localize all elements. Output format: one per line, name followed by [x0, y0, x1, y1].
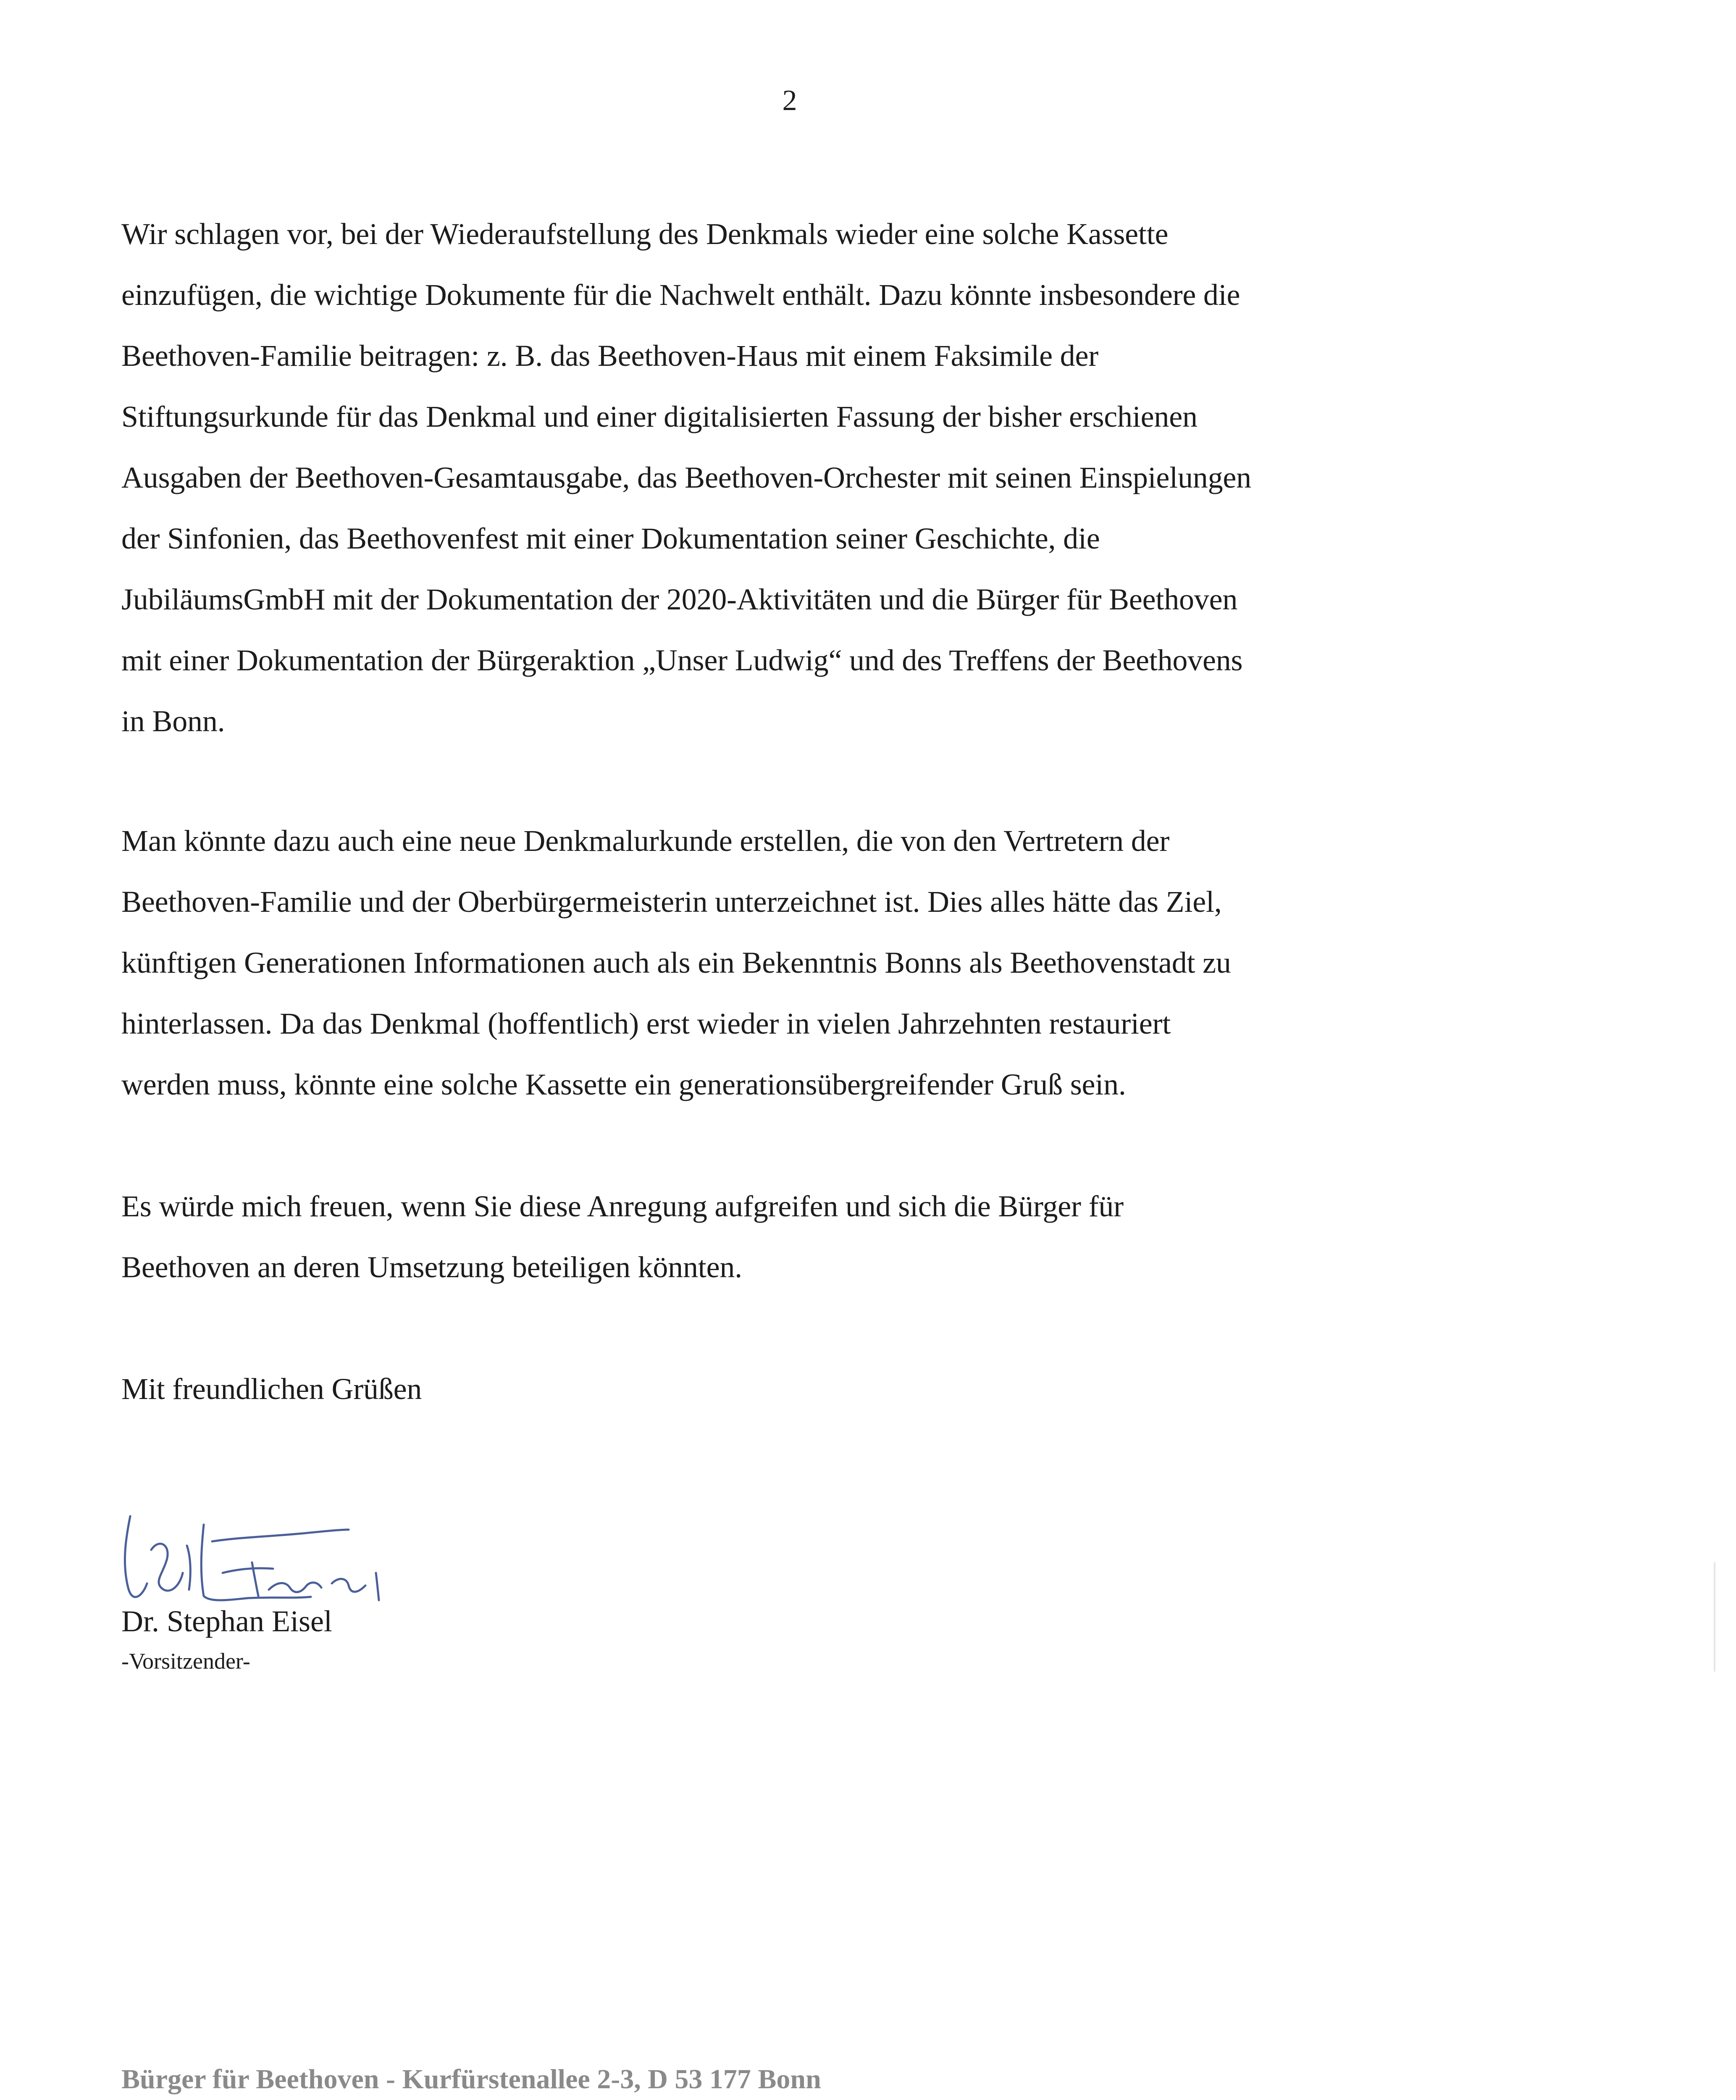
paragraph-1	[121, 204, 1465, 752]
signer-title: -Vorsitzender-	[121, 1648, 250, 1674]
paragraph-line: JubiläumsGmbH mit der Dokumentation der 2020-Aktivitäten und die Bürger für Beethoven	[121, 583, 1238, 616]
paragraph-line: Es würde mich freuen, wenn Sie diese Anregung aufgreifen und sich die Bürger für	[121, 1189, 1124, 1223]
footer-organization: Bürger für Beethoven - Kurfürstenallee 2-3, D 53 177 Bonn	[121, 2064, 821, 2095]
paragraph-3	[121, 1176, 1465, 1298]
paragraph-line: Beethoven an deren Umsetzung beteiligen könnten.	[121, 1250, 742, 1284]
paragraph-line: einzufügen, die wichtige Dokumente für die Nachwelt enthält. Dazu könnte insbesondere die	[121, 278, 1240, 312]
paragraph-line: Beethoven-Familie und der Oberbürgermeisterin unterzeichnet ist. Dies alles hätte das Ziel,	[121, 885, 1222, 919]
page-number: 2	[782, 84, 797, 117]
letterhead-footer	[121, 2060, 1381, 2100]
paragraph-line: Wir schlagen vor, bei der Wiederaufstellung des Denkmals wieder eine solche Kassette	[121, 217, 1169, 251]
paragraph-line: Beethoven-Familie beitragen: z. B. das Beethoven-Haus mit einem Faksimile der	[121, 339, 1098, 373]
paragraph-2	[121, 811, 1465, 1115]
paragraph-line: Ausgaben der Beethoven-Gesamtausgabe, das Beethoven-Orchester mit seinen Einspielungen	[121, 461, 1251, 494]
scan-edge-mark	[1714, 1562, 1715, 1672]
paragraph-line: der Sinfonien, das Beethovenfest mit einer Dokumentation seiner Geschichte, die	[121, 522, 1100, 555]
paragraph-line: in Bonn.	[121, 704, 225, 738]
paragraph-line: Stiftungsurkunde für das Denkmal und einer digitalisierten Fassung der bisher erschienen	[121, 400, 1198, 433]
closing-salutation: Mit freundlichen Grüßen	[121, 1372, 422, 1406]
signer-name: Dr. Stephan Eisel	[121, 1604, 332, 1638]
paragraph-line: Man könnte dazu auch eine neue Denkmalurkunde erstellen, die von den Vertretern der	[121, 824, 1170, 858]
paragraph-line: hinterlassen. Da das Denkmal (hoffentlich) erst wieder in vielen Jahrzehnten restauriert	[121, 1007, 1171, 1040]
paragraph-line: künftigen Generationen Informationen auch als ein Bekenntnis Bonns als Beethovenstadt zu	[121, 946, 1231, 979]
paragraph-line: werden muss, könnte eine solche Kassette ein generationsübergreifender Gruß sein.	[121, 1068, 1126, 1101]
paragraph-line: mit einer Dokumentation der Bürgeraktion „Unser Ludwig“ und des Treffens der Beethovens	[121, 643, 1243, 677]
